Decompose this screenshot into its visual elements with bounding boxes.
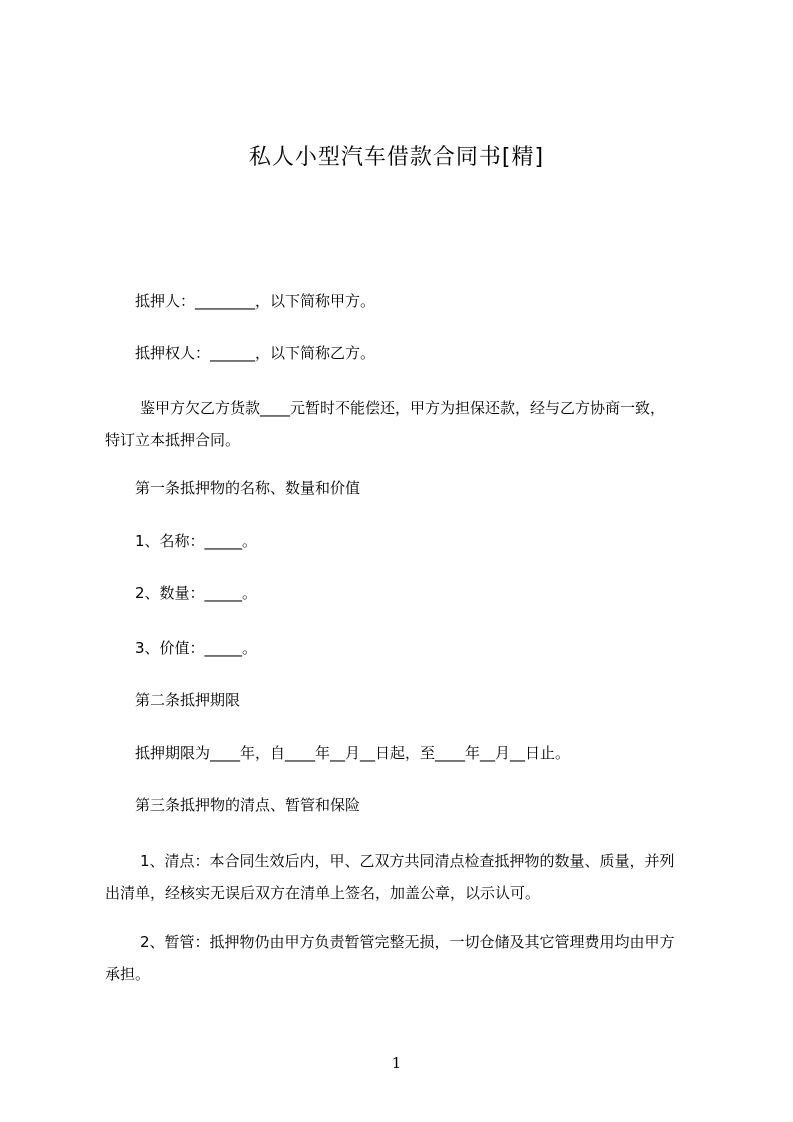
paragraph-line: 1、清点：本合同生效后内，甲、乙双方共同清点检查抵押物的数量、质量，并列: [140, 852, 675, 870]
paragraph-preamble: [105, 392, 695, 456]
paragraph-text: 2、数量：_____。: [135, 584, 258, 602]
paragraph-text: 第二条抵押期限: [135, 691, 241, 709]
paragraph-line: 承担。: [105, 965, 151, 983]
item-value: [105, 632, 695, 664]
paragraph-mortgagor: [105, 285, 695, 317]
paragraph-line: 出清单，经核实无误后双方在清单上签名，加盖公章，以示认可。: [105, 884, 541, 902]
paragraph-line: 2、暂管：抵押物仍由甲方负责暂管完整无损，一切仓储及其它管理费用均由甲方: [140, 933, 675, 951]
clause-custody: [105, 926, 695, 990]
paragraph-text: 1、名称：_____。: [135, 532, 258, 550]
article-2-heading: [105, 684, 695, 716]
paragraph-line: 鉴甲方欠乙方货款____元暂时不能偿还，甲方为担保还款，经与乙方协商一致，: [140, 399, 666, 417]
clause-inventory: [105, 845, 695, 909]
paragraph-text: 抵押权人：______，以下简称乙方。: [135, 344, 376, 362]
paragraph-text: 3、价值：_____。: [135, 639, 258, 657]
paragraph-text: 第三条抵押物的清点、暂管和保险: [135, 796, 361, 814]
mortgage-term: [105, 737, 695, 769]
page-number: 1: [391, 1054, 402, 1072]
paragraph-text: 抵押期限为____年，自____年__月__日起，至____年__月__日止。: [135, 744, 571, 762]
article-1-heading: [105, 472, 695, 504]
item-quantity: [105, 577, 695, 609]
document-title: 私人小型汽车借款合同书[精]: [248, 145, 545, 170]
paragraph-mortgagee: [105, 337, 695, 369]
item-name: [105, 525, 695, 557]
paragraph-text: 第一条抵押物的名称、数量和价值: [135, 479, 361, 497]
paragraph-line: 特订立本抵押合同。: [105, 431, 241, 449]
article-3-heading: [105, 789, 695, 821]
paragraph-text: 抵押人：________，以下简称甲方。: [135, 292, 376, 310]
